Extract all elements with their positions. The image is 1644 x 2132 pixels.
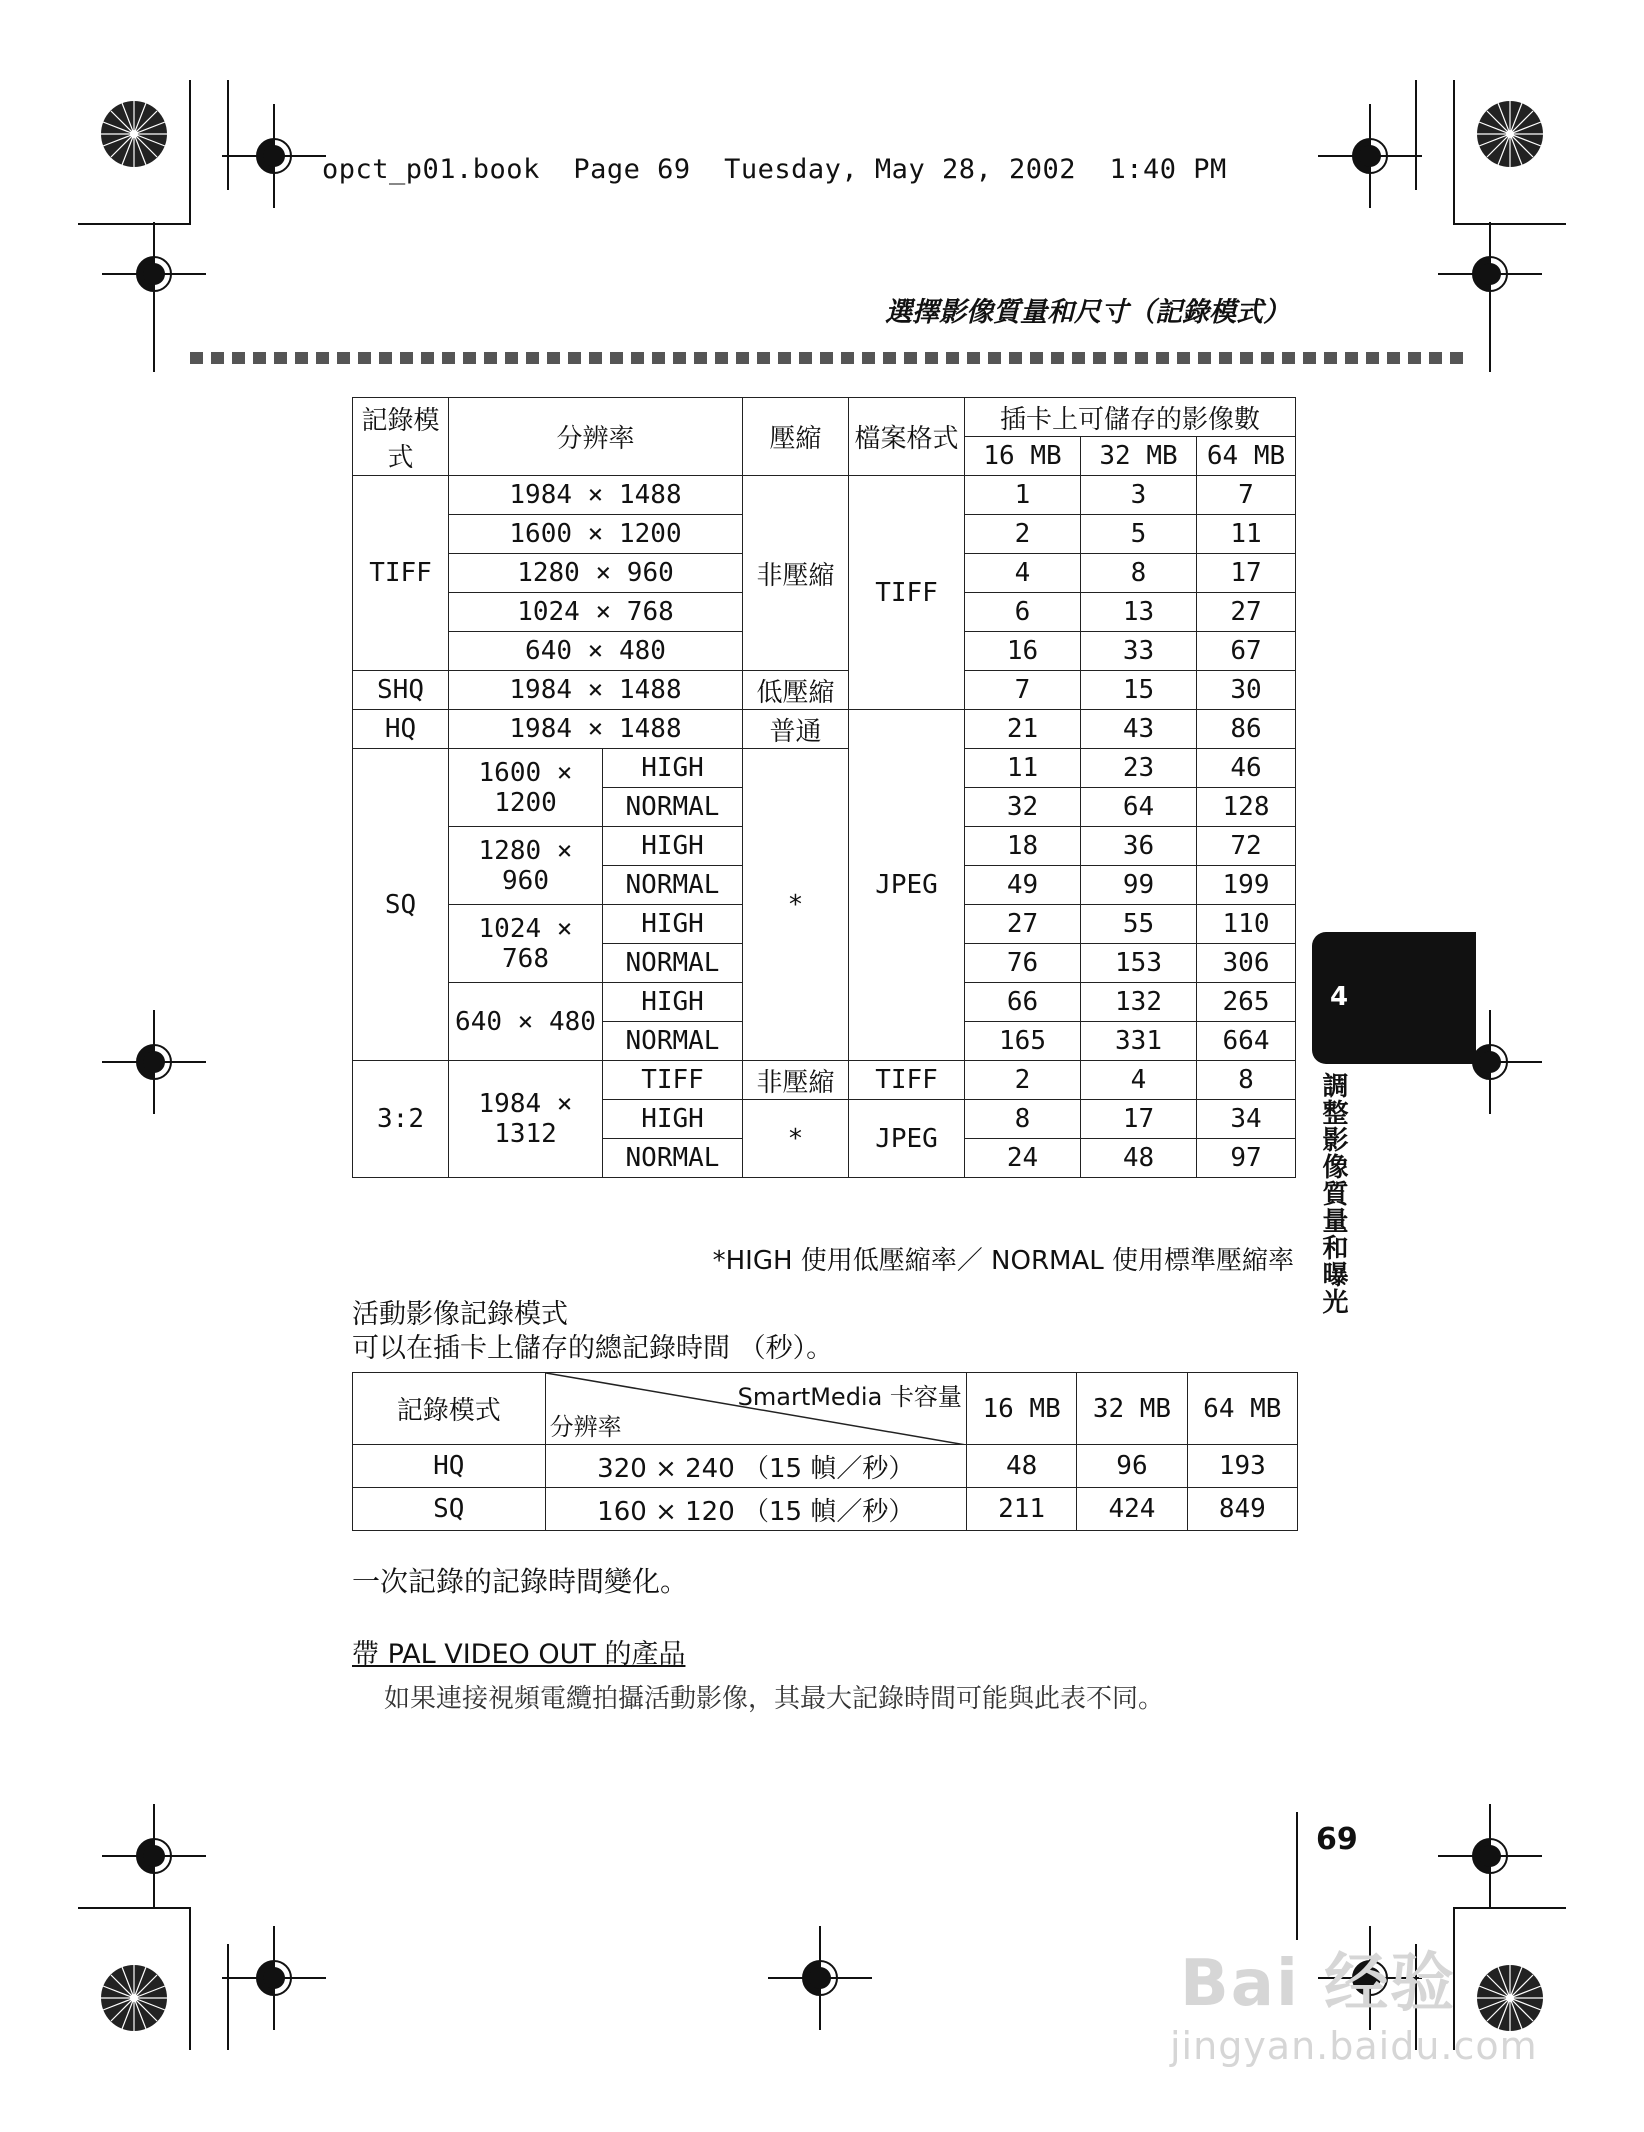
count-cell: 199: [1197, 866, 1296, 905]
count-cell: 1: [965, 476, 1081, 515]
quality-cell: NORMAL: [603, 788, 743, 827]
table-footnote: *HIGH 使用低壓縮率／ NORMAL 使用標準壓縮率: [712, 1246, 1294, 1276]
header-file-format: 檔案格式: [849, 398, 965, 476]
quality-cell: HIGH: [603, 749, 743, 788]
resolution-cell: 1024 × 768: [449, 593, 743, 632]
table-row: [353, 476, 1296, 515]
quality-cell: HIGH: [603, 983, 743, 1022]
movie-header-diagonal: [545, 1373, 966, 1445]
count-cell: 17: [1197, 554, 1296, 593]
format-cell: TIFF: [849, 1061, 965, 1100]
resolution-cell: 640 × 480: [449, 983, 603, 1061]
variation-note: 一次記錄的記錄時間變化。: [352, 1565, 689, 1598]
count-cell: 27: [1197, 593, 1296, 632]
count-cell: 24: [965, 1139, 1081, 1178]
table-row: [353, 671, 1296, 710]
header-64mb: 64 MB: [1197, 437, 1296, 476]
sunburst-mark-icon: [1477, 1965, 1543, 2031]
header-16mb: 16 MB: [965, 437, 1081, 476]
registration-mark-icon: [768, 1926, 872, 2030]
mode-cell: HQ: [353, 1445, 546, 1488]
resolution-cell: 1600 × 1200: [449, 515, 743, 554]
count-cell: 66: [965, 983, 1081, 1022]
compression-cell: 低壓縮: [743, 671, 849, 710]
time-cell: 424: [1077, 1488, 1187, 1531]
quality-cell: NORMAL: [603, 1139, 743, 1178]
count-cell: 17: [1081, 1100, 1197, 1139]
resolution-cell: 1984 × 1488: [449, 671, 743, 710]
count-cell: 64: [1081, 788, 1197, 827]
count-cell: 13: [1081, 593, 1197, 632]
table-row: [353, 1488, 1298, 1531]
count-cell: 48: [1081, 1139, 1197, 1178]
resolution-cell: 1984 × 1488: [449, 476, 743, 515]
mode-cell: SHQ: [353, 671, 449, 710]
registration-mark-icon: [1438, 1804, 1542, 1908]
resolution-cell: 1280 × 960: [449, 554, 743, 593]
count-cell: 30: [1197, 671, 1296, 710]
registration-mark-icon: [1318, 104, 1422, 208]
count-cell: 5: [1081, 515, 1197, 554]
quality-cell: TIFF: [603, 1061, 743, 1100]
count-cell: 3: [1081, 476, 1197, 515]
count-cell: 16: [965, 632, 1081, 671]
mode-cell: SQ: [353, 1488, 546, 1531]
count-cell: 15: [1081, 671, 1197, 710]
count-cell: 97: [1197, 1139, 1296, 1178]
count-cell: 664: [1197, 1022, 1296, 1061]
resolution-cell: 640 × 480: [449, 632, 743, 671]
count-cell: 306: [1197, 944, 1296, 983]
resolution-cell: 320 × 240 （15 幀／秒）: [545, 1445, 966, 1488]
book-header-line: opct_p01.book Page 69 Tuesday, May 28, 2002 1:40 PM: [322, 154, 1227, 185]
count-cell: 7: [1197, 476, 1296, 515]
sunburst-mark-icon: [101, 1965, 167, 2031]
count-cell: 2: [965, 1061, 1081, 1100]
mode-cell: HQ: [353, 710, 449, 749]
mode-cell: 3:2: [353, 1061, 449, 1178]
count-cell: 128: [1197, 788, 1296, 827]
movie-header-res: 分辨率: [549, 1413, 622, 1441]
movie-header-32mb: 32 MB: [1077, 1373, 1187, 1445]
header-resolution: 分辨率: [449, 398, 743, 476]
count-cell: 34: [1197, 1100, 1296, 1139]
count-cell: 8: [1197, 1061, 1296, 1100]
page-number-rule: [1296, 1812, 1298, 1940]
resolution-cell: 1984 × 1488: [449, 710, 743, 749]
movie-section-title: 活動影像記錄模式: [352, 1299, 568, 1330]
pal-section-title: 帶 PAL VIDEO OUT 的產品: [352, 1639, 686, 1670]
count-cell: 67: [1197, 632, 1296, 671]
count-cell: 49: [965, 866, 1081, 905]
time-cell: 96: [1077, 1445, 1187, 1488]
movie-time-table: [352, 1372, 1298, 1531]
count-cell: 72: [1197, 827, 1296, 866]
quality-cell: NORMAL: [603, 1022, 743, 1061]
format-cell: JPEG: [849, 1100, 965, 1178]
movie-header-card: SmartMedia 卡容量: [737, 1383, 962, 1411]
count-cell: 11: [1197, 515, 1296, 554]
movie-header-16mb: 16 MB: [966, 1373, 1076, 1445]
table-row: [353, 749, 1296, 788]
header-record-mode: 記錄模式: [353, 398, 449, 476]
registration-mark-icon: [222, 104, 326, 208]
count-cell: 2: [965, 515, 1081, 554]
table-row: [353, 1445, 1298, 1488]
count-cell: 18: [965, 827, 1081, 866]
count-cell: 7: [965, 671, 1081, 710]
movie-section-subtitle: 可以在插卡上儲存的總記錄時間 （秒）。: [352, 1333, 834, 1364]
compression-cell: 非壓縮: [743, 476, 849, 671]
count-cell: 46: [1197, 749, 1296, 788]
compression-cell: *: [743, 749, 849, 1061]
resolution-cell: 1024 × 768: [449, 905, 603, 983]
time-cell: 193: [1187, 1445, 1297, 1488]
resolution-cell: 1600 × 1200: [449, 749, 603, 827]
count-cell: 33: [1081, 632, 1197, 671]
format-cell: JPEG: [849, 710, 965, 1061]
movie-header-64mb: 64 MB: [1187, 1373, 1297, 1445]
count-cell: 265: [1197, 983, 1296, 1022]
count-cell: 4: [1081, 1061, 1197, 1100]
chapter-title-vertical: 調整影像質量和曝光: [1318, 1072, 1348, 1315]
compression-cell: 普通: [743, 710, 849, 749]
quality-cell: HIGH: [603, 827, 743, 866]
watermark-brand: Bai 经验: [1180, 1947, 1457, 2021]
quality-cell: HIGH: [603, 1100, 743, 1139]
watermark-url: jingyan.baidu.com: [1170, 2024, 1538, 2068]
table-row: [353, 1061, 1296, 1100]
page-number: 69: [1316, 1822, 1358, 1857]
count-cell: 99: [1081, 866, 1197, 905]
count-cell: 132: [1081, 983, 1197, 1022]
resolution-cell: 160 × 120 （15 幀／秒）: [545, 1488, 966, 1531]
time-cell: 849: [1187, 1488, 1297, 1531]
registration-mark-icon: [1438, 222, 1542, 326]
registration-mark-icon: [222, 1926, 326, 2030]
compression-cell: 非壓縮: [743, 1061, 849, 1100]
count-cell: 55: [1081, 905, 1197, 944]
mode-cell: TIFF: [353, 476, 449, 671]
chapter-number: 4: [1330, 982, 1349, 1012]
mode-cell: SQ: [353, 749, 449, 1061]
quality-cell: HIGH: [603, 905, 743, 944]
count-cell: 110: [1197, 905, 1296, 944]
time-cell: 48: [966, 1445, 1076, 1488]
header-compression: 壓縮: [743, 398, 849, 476]
time-cell: 211: [966, 1488, 1076, 1531]
sunburst-mark-icon: [101, 101, 167, 167]
count-cell: 23: [1081, 749, 1197, 788]
image-count-table: [352, 397, 1296, 1178]
count-cell: 165: [965, 1022, 1081, 1061]
movie-header-mode: 記錄模式: [353, 1373, 546, 1445]
resolution-cell: 1984 × 1312: [449, 1061, 603, 1178]
resolution-cell: 1280 × 960: [449, 827, 603, 905]
registration-mark-icon: [102, 1010, 206, 1114]
count-cell: 36: [1081, 827, 1197, 866]
count-cell: 32: [965, 788, 1081, 827]
count-cell: 8: [965, 1100, 1081, 1139]
header-32mb: 32 MB: [1081, 437, 1197, 476]
count-cell: 86: [1197, 710, 1296, 749]
registration-mark-icon: [102, 1804, 206, 1908]
quality-cell: NORMAL: [603, 944, 743, 983]
dotted-rule: [190, 352, 1466, 364]
count-cell: 43: [1081, 710, 1197, 749]
compression-cell: *: [743, 1100, 849, 1178]
pal-section-body: 如果連接視頻電纜拍攝活動影像，其最大記錄時間可能與此表不同。: [384, 1684, 1165, 1714]
running-title: 選擇影像質量和尺寸（記錄模式）: [885, 297, 1290, 328]
registration-mark-icon: [102, 222, 206, 326]
count-cell: 153: [1081, 944, 1197, 983]
sunburst-mark-icon: [1477, 101, 1543, 167]
count-cell: 331: [1081, 1022, 1197, 1061]
table-row: [353, 710, 1296, 749]
quality-cell: NORMAL: [603, 866, 743, 905]
count-cell: 21: [965, 710, 1081, 749]
count-cell: 8: [1081, 554, 1197, 593]
count-cell: 4: [965, 554, 1081, 593]
format-cell: TIFF: [849, 476, 965, 710]
header-image-count: 插卡上可儲存的影像數: [965, 398, 1296, 437]
count-cell: 76: [965, 944, 1081, 983]
count-cell: 27: [965, 905, 1081, 944]
count-cell: 6: [965, 593, 1081, 632]
count-cell: 11: [965, 749, 1081, 788]
